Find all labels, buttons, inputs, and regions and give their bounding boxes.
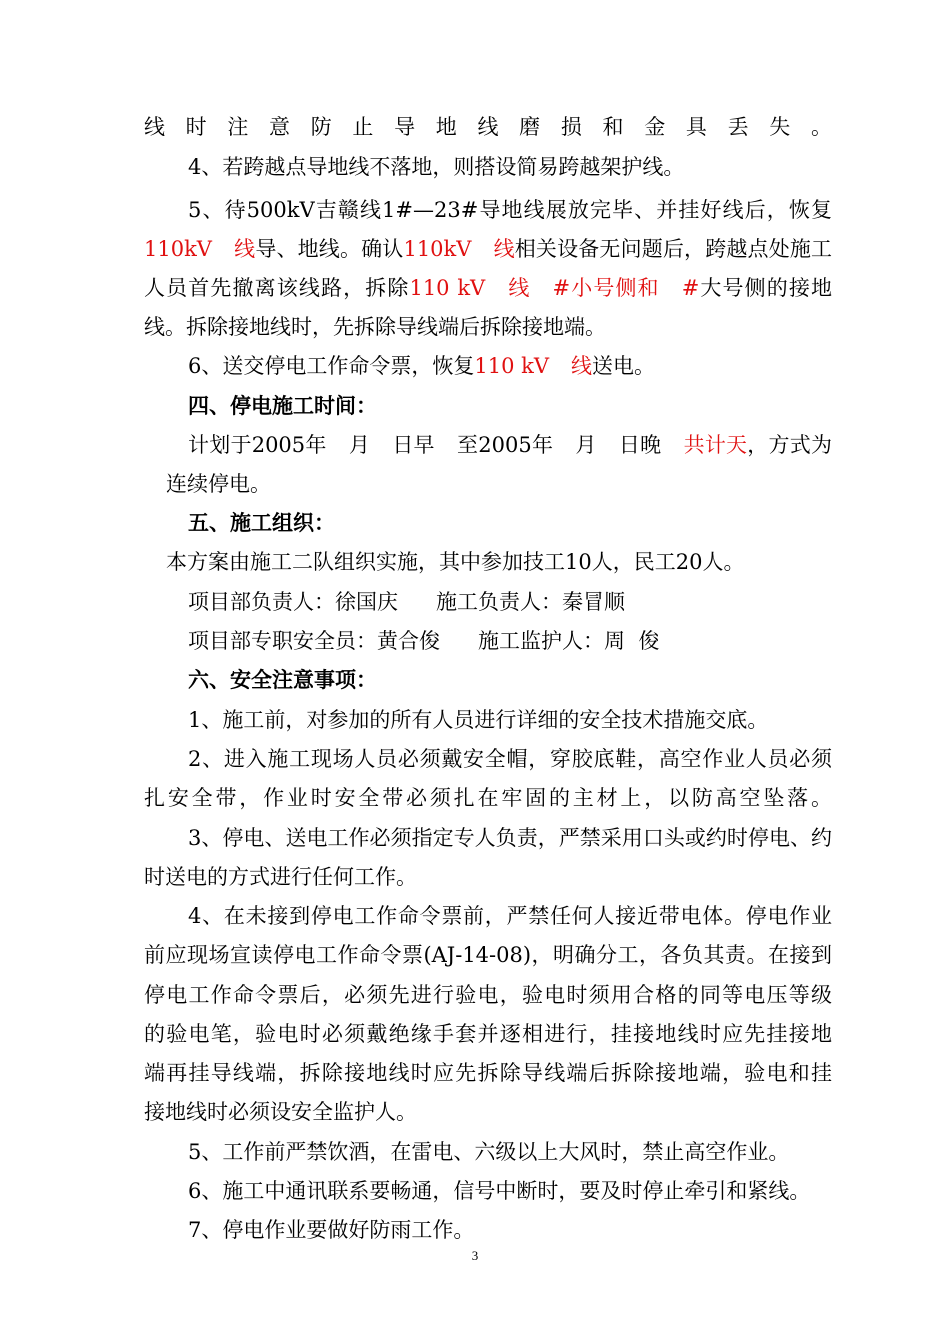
body-text: ，方式为 (747, 433, 832, 457)
highlight-text: 线 (493, 237, 515, 261)
paragraph-line: 6、施工中通讯联系要畅通，信号中断时，要及时停止牵引和紧线。 (188, 1179, 811, 1203)
highlight-text: 线 (507, 276, 531, 300)
highlight-text: #小号侧和 (552, 276, 660, 300)
body-text: 导、地线。确认 (255, 237, 404, 261)
paragraph-line: 扎安全带，作业时安全带必须扎在牢固的主材上，以防高空坠落。 (144, 786, 832, 810)
paragraph-line: 端再挂导线端，拆除接地线时应先拆除导线端后拆除接地端，验电和挂 (144, 1061, 832, 1085)
section-heading: 五、施工组织： (188, 510, 335, 535)
paragraph-line: 线时注意防止导地线磨损和金具丢失。 (144, 115, 832, 139)
paragraph-line (144, 273, 832, 303)
body-text: 日晚 (618, 433, 662, 457)
paragraph-line: 线。拆除接地线时，先拆除导线端后拆除接地端。 (144, 315, 606, 339)
highlight-text: 110 kV (409, 276, 486, 300)
paragraph-line: 5、待500kV吉赣线1#—23#导地线展放完毕、并挂好线后，恢复 (188, 198, 832, 222)
body-text: 项目部专职安全员：黄合俊 (188, 629, 440, 653)
body-text: 人员首先撤离该线路，拆除 (144, 276, 410, 300)
section-heading: 六、安全注意事项： (188, 667, 377, 692)
body-text: 项目部负责人：徐国庆 (188, 590, 398, 614)
paragraph-line: 4、若跨越点导地线不落地，则搭设简易跨越架护线。 (188, 155, 685, 179)
body-text: 相关设备无问题后，跨越点处施工 (514, 237, 833, 261)
highlight-text: # (681, 276, 700, 300)
paragraph-line: 3、停电、送电工作必须指定专人负责，严禁采用口头或约时停电、约 (188, 826, 832, 850)
highlight-text: 共计天 (683, 433, 748, 457)
highlight-text: 110kV (144, 237, 212, 261)
section-heading: 四、停电施工时间： (188, 393, 377, 418)
paragraph-line (188, 587, 625, 617)
paragraph-line: 4、在未接到停电工作命令票前，严禁任何人接近带电体。停电作业 (188, 904, 832, 928)
paragraph-line: 1、施工前，对参加的所有人员进行详细的安全技术措施交底。 (188, 708, 769, 732)
paragraph-line (188, 430, 832, 460)
highlight-text: 110kV (403, 237, 472, 261)
paragraph-line: 本方案由施工二队组织实施，其中参加技工10人，民工20人。 (166, 550, 745, 574)
paragraph-line: 2、进入施工现场人员必须戴安全帽，穿胶底鞋，高空作业人员必须 (188, 747, 832, 771)
body-text: 6、送交停电工作命令票，恢复 (188, 354, 475, 378)
paragraph-line: 7、停电作业要做好防雨工作。 (188, 1218, 475, 1242)
highlight-text: 110 kV (474, 354, 550, 378)
paragraph-line: 5、工作前严禁饮酒，在雷电、六级以上大风时，禁止高空作业。 (188, 1140, 790, 1164)
paragraph-line: 停电工作命令票后，必须先进行验电，验电时须用合格的同等电压等级 (144, 983, 832, 1007)
body-text: 至2005年 (456, 433, 554, 457)
body-text: 大号侧的接地 (699, 276, 833, 300)
paragraph-line (188, 626, 659, 656)
paragraph-line: 连续停电。 (166, 472, 271, 496)
body-text: 计划于2005年 (188, 433, 327, 457)
paragraph-line (144, 234, 832, 264)
paragraph-line (188, 351, 655, 381)
paragraph-line: 接地线时必须设安全监护人。 (144, 1100, 417, 1124)
body-text: 月 (348, 433, 371, 457)
body-text: 日早 (392, 433, 435, 457)
body-text: 施工监护人：周 俊 (478, 629, 660, 653)
highlight-text: 线 (233, 237, 256, 261)
paragraph-line: 的验电笔，验电时必须戴绝缘手套并逐相进行，挂接地线时应先挂接地 (144, 1022, 832, 1046)
body-text: 施工负责人：秦冒顺 (436, 590, 625, 614)
body-text: 月 (575, 433, 597, 457)
paragraph-line: 时送电的方式进行任何工作。 (144, 865, 417, 889)
paragraph-line: 前应现场宣读停电工作命令票(AJ-14-08)，明确分工，各负其责。在接到 (144, 943, 832, 967)
page-number: 3 (471, 1248, 479, 1263)
highlight-text: 线 (571, 354, 593, 378)
body-text: 送电。 (592, 354, 656, 378)
